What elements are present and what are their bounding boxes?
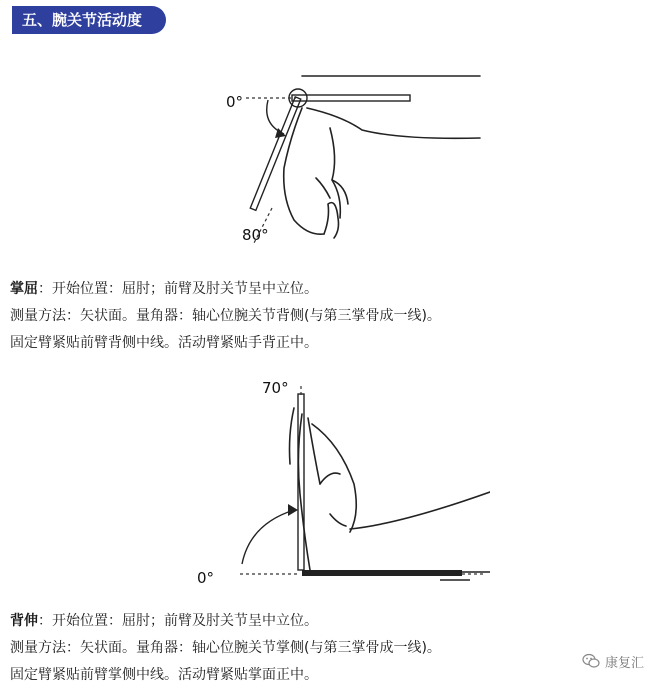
watermark: [582, 651, 644, 671]
flexion-line-1: ：开始位置：屈肘；前臂及肘关节呈中立位。: [38, 281, 318, 297]
extension-line-2: 测量方法：矢状面。量角器：轴心位腕关节掌侧(与第三掌骨成一线)。: [10, 640, 441, 656]
flexion-description: [10, 276, 570, 357]
flexion-label: 掌屈: [10, 281, 38, 297]
flexion-line-2: 测量方法：矢状面。量角器：轴心位腕关节背侧(与第三掌骨成一线)。: [10, 308, 441, 324]
wechat-icon: [582, 653, 600, 669]
degree-label-80: 80°: [242, 226, 269, 244]
wrist-extension-figure: [190, 374, 490, 589]
extension-line-3: 固定臂紧贴前臂掌侧中线。活动臂紧贴掌面正中。: [10, 667, 318, 683]
flexion-line-3: 固定臂紧贴前臂背侧中线。活动臂紧贴手背正中。: [10, 335, 318, 351]
watermark-text: 康复汇: [604, 655, 644, 671]
degree-label-0: 0°: [226, 93, 244, 111]
extension-line-1: ：开始位置：屈肘；前臂及肘关节呈中立位。: [38, 613, 318, 629]
extension-description: [10, 608, 570, 689]
degree-label-70: 70°: [262, 379, 289, 397]
wrist-flexion-figure: [212, 68, 482, 248]
section-title: 五、腕关节活动度: [12, 6, 166, 34]
extension-label: 背伸: [10, 613, 38, 629]
degree-label-0-bottom: 0°: [197, 569, 215, 587]
